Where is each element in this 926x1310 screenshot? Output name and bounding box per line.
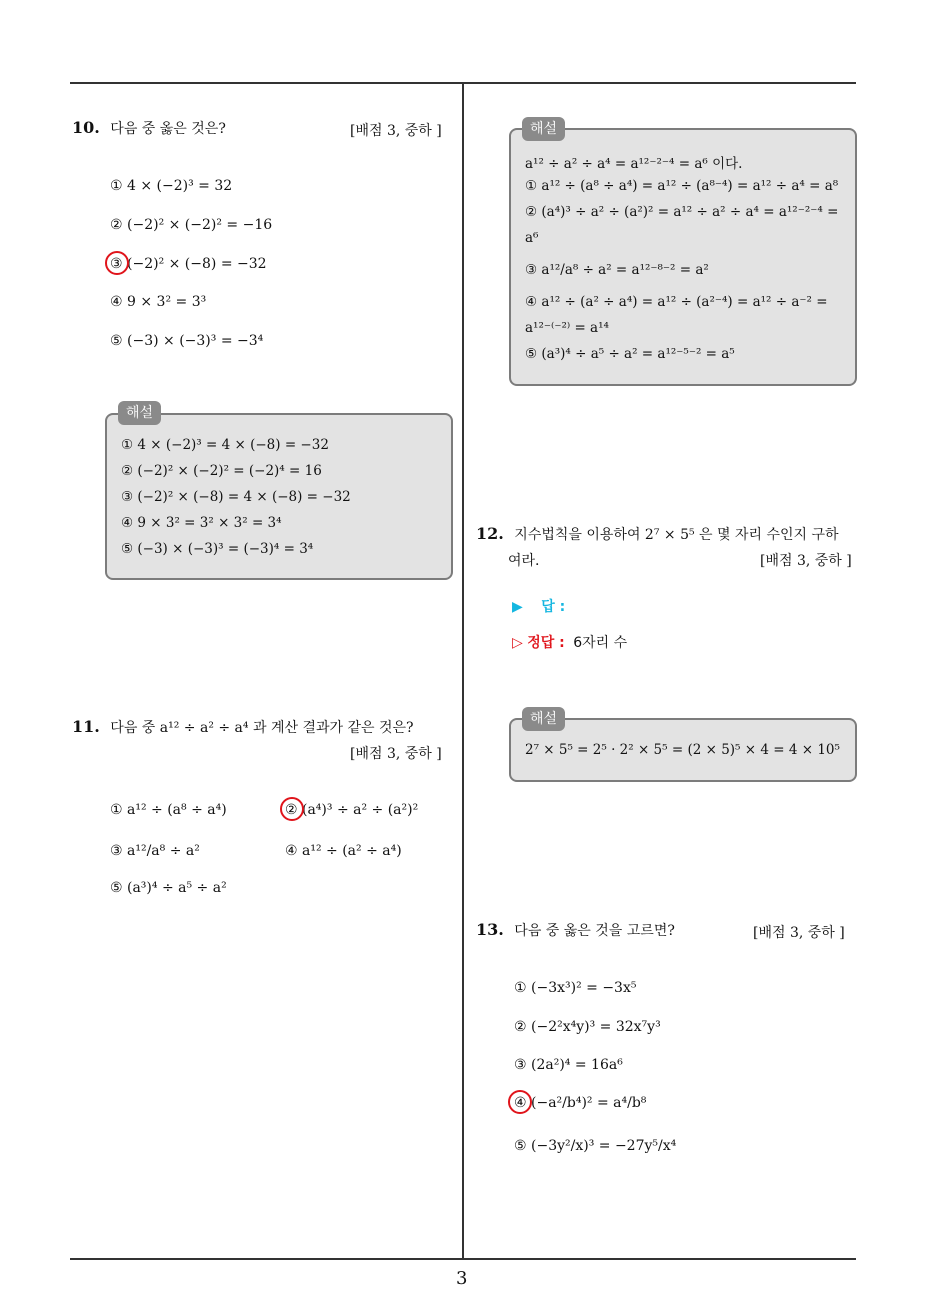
option-2[interactable]: ② (a⁴)³ ÷ a² ÷ (a²)²	[285, 802, 419, 818]
answer-label: 답 :	[541, 599, 566, 615]
option-2[interactable]: ② (−2)² × (−2)² = −16	[110, 217, 273, 233]
correct-value: 6자리 수	[573, 635, 628, 651]
option-5[interactable]: ⑤ (−3y²/x)³ = −27y⁵/x⁴	[514, 1138, 677, 1154]
option-1[interactable]: ① (−3x³)² = −3x⁵	[514, 980, 637, 996]
option-3[interactable]: ③ (−2)² × (−8) = −32	[110, 256, 267, 272]
question-number: 11.	[72, 717, 100, 736]
option-3[interactable]: ③ a¹²/a⁸ ÷ a²	[110, 843, 200, 859]
explanation-box	[509, 128, 857, 386]
explanation-line: ④ 9 × 3² = 3² × 3² = 3⁴	[121, 515, 282, 531]
explanation-line: ④ a¹² ÷ (a² ÷ a⁴) = a¹² ÷ (a²⁻⁴) = a¹² ÷ a⁻² =	[525, 294, 828, 310]
option-3[interactable]: ③ (2a²)⁴ = 16a⁶	[514, 1057, 623, 1073]
explanation-line: ③ a¹²/a⁸ ÷ a² = a¹²⁻⁸⁻² = a²	[525, 262, 709, 278]
question-text: 다음 중 a¹² ÷ a² ÷ a⁴ 과 계산 결과가 같은 것은?	[110, 720, 414, 736]
answer-circle-mark	[280, 797, 304, 821]
option-4[interactable]: ④ 9 × 3² = 3³	[110, 294, 207, 310]
option-4[interactable]: ④ (−a²/b⁴)² = a⁴/b⁸	[514, 1095, 647, 1111]
explanation-line: ① 4 × (−2)³ = 4 × (−8) = −32	[121, 437, 329, 453]
option-1[interactable]: ① 4 × (−2)³ = 32	[110, 178, 233, 194]
question-text: 다음 중 옳은 것은?	[110, 121, 226, 137]
correct-label: 정답 :	[527, 635, 565, 651]
explanation-line: ② (−2)² × (−2)² = (−2)⁴ = 16	[121, 463, 322, 479]
explanation-line: ② (a⁴)³ ÷ a² ÷ (a²)² = a¹² ÷ a² ÷ a⁴ = a¹²⁻²⁻⁴ =	[525, 204, 839, 220]
explanation-line: 2⁷ × 5⁵ = 2⁵ · 2² × 5⁵ = (2 × 5)⁵ × 4 = 4 × 10⁵	[525, 742, 840, 758]
play-arrow-icon: ▶	[512, 599, 523, 615]
question-text: 지수법칙을 이용하여 2⁷ × 5⁵ 은 몇 자리 수인지 구하	[514, 527, 839, 543]
question-number: 12.	[476, 524, 504, 543]
explanation-line: ③ (−2)² × (−8) = 4 × (−8) = −32	[121, 489, 351, 505]
answer-circle-mark	[105, 251, 129, 275]
explanation-line: ⑤ (a³)⁴ ÷ a⁵ ÷ a² = a¹²⁻⁵⁻² = a⁵	[525, 346, 735, 362]
correct-answer-row	[512, 632, 627, 652]
bottom-rule	[70, 1258, 856, 1260]
option-4[interactable]: ④ a¹² ÷ (a² ÷ a⁴)	[285, 843, 402, 859]
option-5[interactable]: ⑤ (a³)⁴ ÷ a⁵ ÷ a²	[110, 880, 227, 896]
option-1[interactable]: ① a¹² ÷ (a⁸ ÷ a⁴)	[110, 802, 227, 818]
explanation-line: a⁶	[525, 230, 539, 246]
option-2[interactable]: ② (−2²x⁴y)³ = 32x⁷y³	[514, 1019, 661, 1035]
explanation-tag: 해설	[522, 707, 565, 731]
outline-arrow-icon: ▷	[512, 635, 523, 651]
page-number: 3	[456, 1268, 468, 1289]
explanation-line: a¹² ÷ a² ÷ a⁴ = a¹²⁻²⁻⁴ = a⁶ 이다.	[525, 156, 743, 172]
explanation-box	[105, 413, 453, 580]
question-score: [배점 3, 중하 ]	[350, 746, 442, 762]
explanation-line: ⑤ (−3) × (−3)³ = (−3)⁴ = 3⁴	[121, 541, 314, 557]
explanation-tag: 해설	[118, 401, 161, 425]
answer-circle-mark	[508, 1090, 532, 1114]
column-divider	[462, 83, 464, 1260]
question-text-line2: 여라.	[508, 553, 540, 569]
question-score: [배점 3, 중하 ]	[760, 553, 852, 569]
explanation-line: ① a¹² ÷ (a⁸ ÷ a⁴) = a¹² ÷ (a⁸⁻⁴) = a¹² ÷ a⁴ = a⁸	[525, 178, 839, 194]
explanation-line: a¹²⁻⁽⁻²⁾ = a¹⁴	[525, 320, 609, 336]
question-number: 10.	[72, 118, 100, 137]
explanation-tag: 해설	[522, 117, 565, 141]
answer-row	[512, 596, 565, 616]
question-score: [배점 3, 중하 ]	[350, 123, 442, 139]
question-text: 다음 중 옳은 것을 고르면?	[514, 923, 675, 939]
option-5[interactable]: ⑤ (−3) × (−3)³ = −3⁴	[110, 333, 264, 349]
question-score: [배점 3, 중하 ]	[753, 925, 845, 941]
question-number: 13.	[476, 920, 504, 939]
